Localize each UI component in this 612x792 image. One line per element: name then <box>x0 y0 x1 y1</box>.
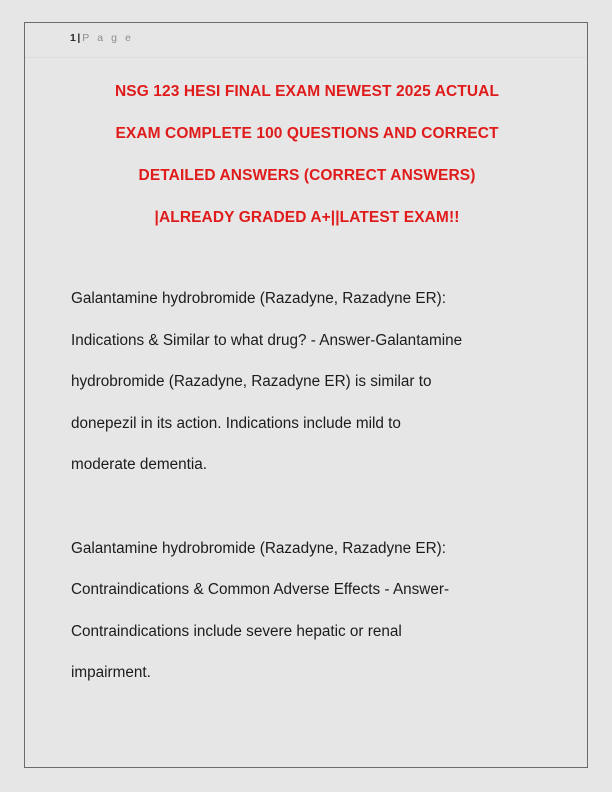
body-line: donepezil in its action. Indications include mild to <box>71 414 401 432</box>
body-line: hydrobromide (Razadyne, Razadyne ER) is similar to <box>71 373 432 390</box>
header-separator: | <box>77 32 81 44</box>
body-line: Galantamine hydrobromide (Razadyne, Razadyne ER): <box>71 539 446 557</box>
document-title <box>59 71 555 239</box>
document-page <box>24 22 588 768</box>
body-line: impairment. <box>71 664 151 681</box>
header-divider <box>25 57 587 58</box>
page-number-header <box>70 32 134 44</box>
title-line: NSG 123 HESI FINAL EXAM NEWEST 2025 ACTUAL <box>114 83 500 100</box>
body-line: Contraindications include severe hepatic or renal <box>71 622 402 640</box>
page-header <box>25 23 587 57</box>
page-number: 1 <box>70 32 77 44</box>
body-line: Indications & Similar to what drug? - Answer-Galantamine <box>71 331 463 349</box>
document-body <box>71 278 541 694</box>
title-line: |ALREADY GRADED A+||LATEST EXAM!! <box>154 209 460 226</box>
body-line: moderate dementia. <box>71 456 208 473</box>
page-label: P a g e <box>82 32 134 44</box>
body-line: Contraindications & Common Adverse Effects - Answer- <box>71 581 450 598</box>
title-line: EXAM COMPLETE 100 QUESTIONS AND CORRECT <box>115 125 499 142</box>
qa-block <box>71 278 541 486</box>
qa-block <box>71 528 541 694</box>
body-line: Galantamine hydrobromide (Razadyne, Razadyne ER): <box>71 290 446 307</box>
title-line: DETAILED ANSWERS (CORRECT ANSWERS) <box>138 167 476 184</box>
